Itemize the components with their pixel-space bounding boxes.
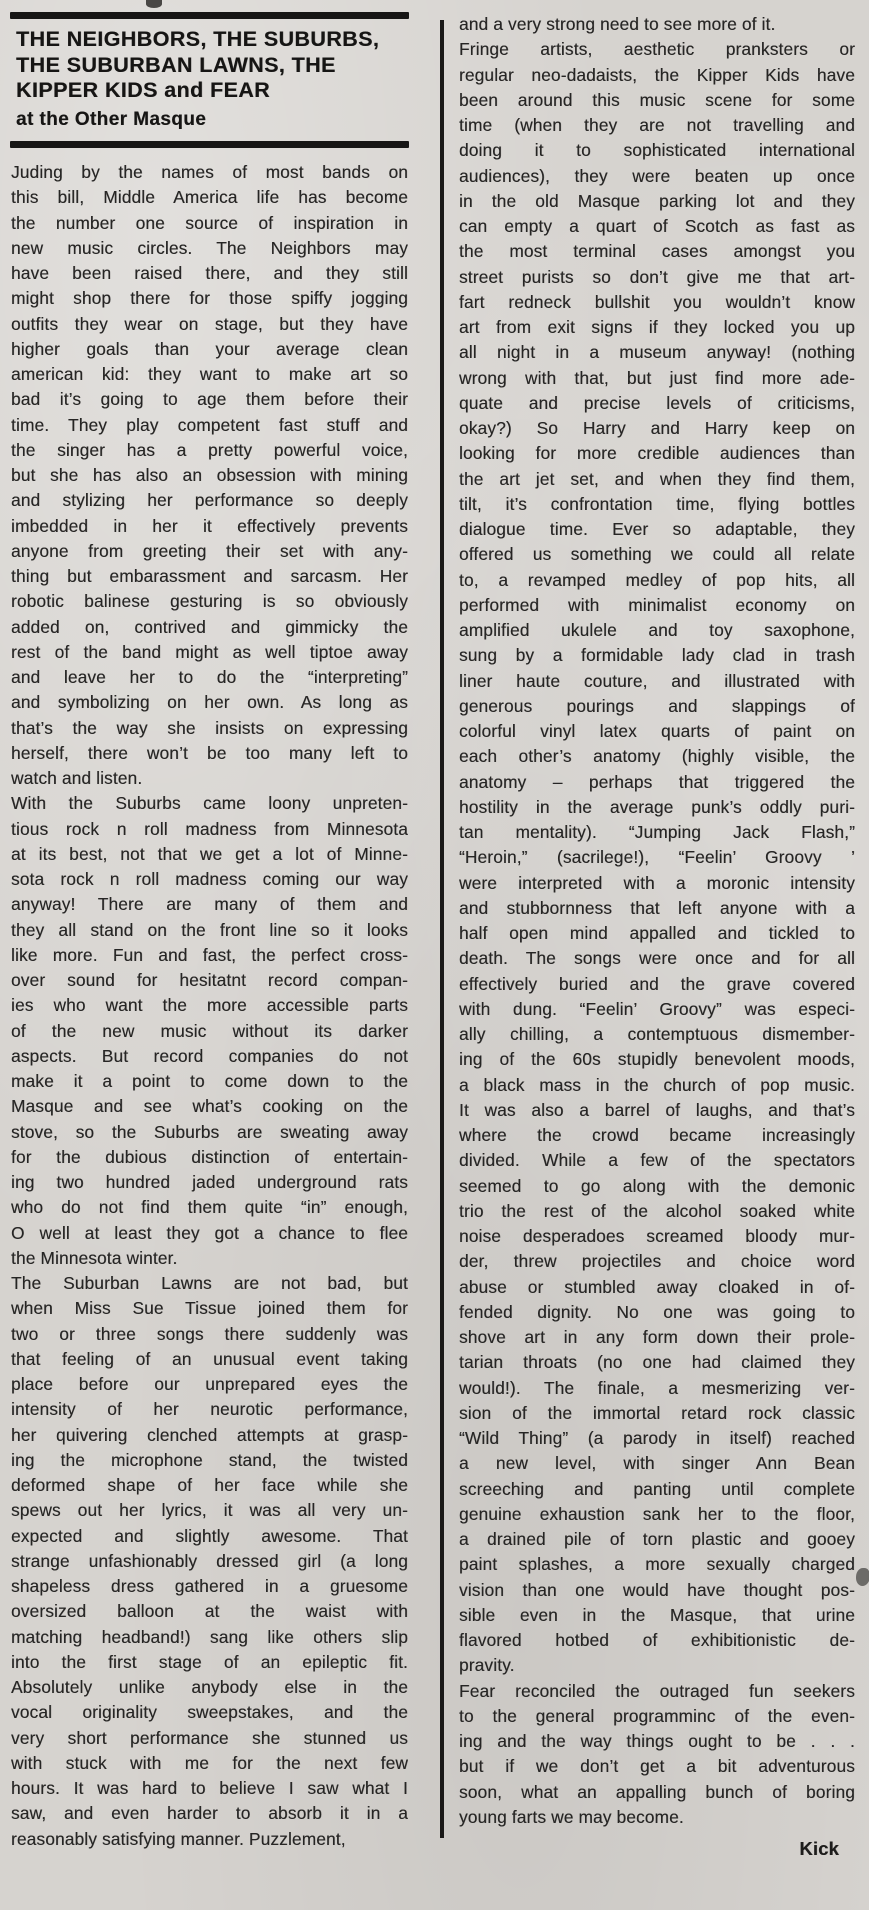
- text-line: wrong with that, but just find more ade-: [459, 367, 855, 388]
- text-line: shove art in any form down their prole-: [459, 1327, 855, 1347]
- text-line: art from exit signs if they locked you up: [459, 317, 855, 337]
- text-line: ing the microphone stand, the twisted: [11, 1449, 408, 1470]
- text-line: a black mass in the church of pop music.: [459, 1074, 855, 1095]
- right-text-column: [459, 12, 855, 1861]
- text-line: fended dignity. No one was going to: [459, 1301, 855, 1322]
- text-line: der, threw projectiles and choice word: [459, 1251, 855, 1272]
- text-line: of the new music without its darker: [11, 1020, 408, 1041]
- text-line: ing two hundred jaded underground rats: [11, 1172, 408, 1192]
- text-line: genuine exhaustion sank her to the floor,: [459, 1503, 855, 1524]
- text-line: regular neo-dadaists, the Kipper Kids have: [459, 64, 855, 85]
- text-line: noise desperadoes screamed bloody mur-: [459, 1226, 855, 1246]
- text-line: tilt, it’s confrontation time, flying bottles: [459, 493, 855, 514]
- text-line: amplified ukulele and toy saxophone,: [459, 620, 855, 640]
- text-line: at its best, not that we get a lot of Minne-: [11, 843, 408, 864]
- text-line: like more. Fun and fast, the perfect cross-: [11, 944, 408, 965]
- text-line: a drained pile of torn plastic and gooey: [459, 1529, 855, 1549]
- text-line: tarian throats (no one had claimed they: [459, 1352, 855, 1373]
- text-line: strange unfashionably dressed girl (a long: [11, 1550, 408, 1571]
- text-line: when Miss Sue Tissue joined them for: [11, 1298, 408, 1319]
- left-text-column: [11, 160, 408, 1852]
- title-line-2: THE SUBURBAN LAWNS, THE: [16, 52, 336, 77]
- text-line: and stylizing her performance so deeply: [11, 490, 408, 511]
- text-line: sible even in the Masque, that urine: [459, 1604, 855, 1625]
- text-line: Fringe artists, aesthetic pranksters or: [459, 39, 855, 60]
- text-line: thing but embarassment and sarcasm. Her: [11, 566, 408, 586]
- text-line: effectively buried and the grave covered: [459, 973, 855, 994]
- text-line: might shop there for those spiffy jogging: [11, 288, 408, 309]
- text-line: and symbolizing on her own. As long as: [11, 692, 408, 713]
- text-line: Fear reconciled the outraged fun seekers: [459, 1680, 855, 1701]
- text-line: ing of the 60s stupidly benevolent moods,: [459, 1049, 855, 1070]
- text-line: and leave her to do the “interpreting”: [11, 667, 408, 687]
- text-line: outfits they wear on stage, but they have: [11, 313, 408, 334]
- text-line: a new level, with singer Ann Bean: [459, 1453, 855, 1474]
- text-line: ing and the way things ought to be . . .: [459, 1731, 855, 1751]
- paragraph: [11, 160, 408, 791]
- text-line: sota rock n roll madness coming our way: [11, 869, 408, 889]
- text-line: have been raised there, and they still: [11, 263, 408, 283]
- text-line: that feeling of an unusual event taking: [11, 1348, 408, 1369]
- text-line: seemed to go along with the demonic: [459, 1175, 855, 1196]
- text-line: “Heroin,” (sacrilege!), “Feelin’ Groovy ’: [459, 847, 855, 868]
- text-line: watch and listen.: [11, 768, 143, 788]
- text-line: the most terminal cases amongst you: [459, 241, 855, 262]
- text-line: the singer has a pretty powerful voice,: [11, 439, 408, 460]
- text-line: “Wild Thing” (a parody in itself) reached: [459, 1428, 855, 1448]
- text-line: With the Suburbs came loony unpreten-: [11, 793, 408, 814]
- text-line: new music circles. The Neighbors may: [11, 237, 408, 258]
- text-line: abuse or stumbled away cloaked in of-: [459, 1276, 855, 1297]
- text-line: okay?) So Harry and Harry keep on: [459, 418, 855, 438]
- text-line: tious rock n roll madness from Minnesota: [11, 818, 408, 839]
- text-line: pravity.: [459, 1655, 515, 1676]
- paragraph: [459, 1679, 855, 1831]
- text-line: Masque and see what’s cooking on the: [11, 1096, 408, 1117]
- text-line: oversized balloon at the waist with: [11, 1601, 408, 1622]
- text-line: the Minnesota winter.: [11, 1247, 178, 1268]
- text-line: make it a point to come down to the: [11, 1071, 408, 1091]
- text-line: vocal originality sweepstakes, and the: [11, 1702, 408, 1723]
- text-line: to the general programminc of the even-: [459, 1705, 855, 1726]
- text-line: hours. It was hard to believe I saw what I: [11, 1778, 408, 1798]
- text-line: street purists so don’t give me that art-: [459, 266, 855, 287]
- text-line: herself, there won’t be too many left to: [11, 742, 408, 763]
- text-line: were interpreted with a moronic intensity: [459, 872, 855, 893]
- article-subtitle: at the Other Masque: [16, 108, 207, 130]
- text-line: trio the rest of the alcohol soaked white: [459, 1200, 855, 1221]
- text-line: aspects. But record companies do not: [11, 1045, 408, 1066]
- text-line: place before our unprepared eyes the: [11, 1374, 408, 1394]
- column-divider-rule: [440, 20, 444, 1838]
- text-line: colorful vinyl latex quarts of paint on: [459, 721, 855, 741]
- text-line: matching headband!) sang like others slip: [11, 1626, 408, 1647]
- text-line: all night in a museum anyway! (nothing: [459, 342, 855, 363]
- text-line: rest of the band might as well tiptoe away: [11, 641, 408, 662]
- text-line: and a very strong need to see more of it.: [459, 14, 776, 34]
- text-line: vision than one would have thought pos-: [459, 1579, 855, 1600]
- title-rule-top: [10, 12, 409, 19]
- text-line: higher goals than your average clean: [11, 338, 408, 359]
- text-line: divided. While a few of the spectators: [459, 1150, 855, 1171]
- text-line: paint splashes, a more sexually charged: [459, 1554, 855, 1575]
- text-line: stove, so the Suburbs are sweating away: [11, 1121, 408, 1142]
- text-line: It was also a barrel of laughs, and that’s: [459, 1099, 855, 1120]
- text-line: time. They play competent fast stuff and: [11, 414, 408, 435]
- text-line: imbedded in her it effectively prevents: [11, 515, 408, 536]
- text-line: expected and slightly awesome. That: [11, 1525, 408, 1546]
- text-line: anatomy – perhaps that triggered the: [459, 771, 855, 792]
- title-rule-bottom: [10, 141, 409, 148]
- text-line: sung by a formidable lady clad in trash: [459, 645, 855, 666]
- title-line-3: KIPPER KIDS and FEAR: [16, 78, 271, 103]
- text-line: The Suburban Lawns are not bad, but: [11, 1273, 408, 1293]
- text-line: death. The songs were once and for all: [459, 948, 855, 969]
- text-line: intensity of her neurotic performance,: [11, 1399, 408, 1420]
- text-line: can empty a quart of Scotch as fast as: [459, 216, 855, 236]
- text-line: robotic balinese gesturing is so obviously: [11, 591, 408, 612]
- text-line: but if we don’t get a bit adventurous: [459, 1756, 855, 1777]
- text-line: bad it’s going to age them before their: [11, 389, 408, 410]
- text-line: added on, contrived and gimmicky the: [11, 616, 408, 637]
- text-line: offered us something we could all relate: [459, 544, 855, 565]
- text-line: the number one source of inspiration in: [11, 212, 408, 233]
- text-line: tan mentality). “Jumping Jack Flash,”: [459, 822, 855, 842]
- text-line: liner haute couture, and illustrated with: [459, 670, 855, 691]
- paragraph: [459, 12, 855, 37]
- text-line: deformed shape of her face while she: [11, 1475, 408, 1495]
- text-line: and stubbornness that left anyone with a: [459, 897, 855, 918]
- text-line: soon, what an appalling bunch of boring: [459, 1781, 855, 1802]
- text-line: Absolutely unlike anybody else in the: [11, 1677, 408, 1697]
- text-line: two or three songs there suddenly was: [11, 1323, 408, 1344]
- paragraph: [459, 37, 855, 1678]
- text-line: american kid: they want to make art so: [11, 364, 408, 384]
- text-line: fart redneck bullshit you wouldn’t know: [459, 291, 855, 312]
- text-line: anyway! There are many of them and: [11, 894, 408, 915]
- text-line: shapeless dress gathered in a gruesome: [11, 1576, 408, 1596]
- text-line: doing it to sophisticated international: [459, 140, 855, 161]
- text-line: into the first stage of an epileptic fit.: [11, 1651, 408, 1672]
- text-line: to, a revamped medley of pop hits, all: [459, 569, 855, 590]
- text-line: young farts we may become.: [459, 1806, 684, 1827]
- text-line: anyone from greeting their set with any-: [11, 540, 408, 561]
- text-line: ally chilling, a contemptuous dismember-: [459, 1024, 855, 1044]
- text-line: reasonably satisfying manner. Puzzlement,: [11, 1828, 346, 1849]
- text-line: quate and precise levels of criticisms,: [459, 392, 855, 413]
- text-line: performed with minimalist economy on: [459, 594, 855, 615]
- text-line: each other’s anatomy (highly visible, the: [459, 746, 855, 767]
- article-title: [16, 27, 408, 132]
- text-line: for the dubious distinction of entertain-: [11, 1146, 408, 1167]
- text-line: her quivering clenched attempts at grasp-: [11, 1424, 408, 1445]
- text-line: hostility in the average punk’s oddly puri-: [459, 796, 855, 817]
- text-line: with dung. “Feelin’ Groovy” was especi-: [459, 998, 855, 1019]
- text-line: they all stand on the front line so it looks: [11, 919, 408, 940]
- text-line: this bill, Middle America life has become: [11, 187, 408, 208]
- text-line: very short performance she stunned us: [11, 1727, 408, 1748]
- title-line-1: THE NEIGHBORS, THE SUBURBS,: [16, 27, 380, 51]
- text-line: screeching and panting until complete: [459, 1478, 855, 1499]
- text-line: the art jet set, and when they find them,: [459, 468, 855, 489]
- text-line: with stuck with me for the next few: [11, 1752, 408, 1773]
- text-line: dialogue time. Ever so adaptable, they: [459, 519, 855, 539]
- text-line: been around this music scene for some: [459, 89, 855, 110]
- scan-smudge-artifact: [856, 1568, 869, 1586]
- text-line: that’s the way she insists on expressing: [11, 717, 408, 738]
- text-line: spews out her lyrics, it was all very un-: [11, 1500, 408, 1521]
- text-line: over sound for hesitatnt record compan-: [11, 970, 408, 990]
- text-line: who do not find them quite “in” enough,: [11, 1197, 408, 1218]
- text-line: O well at least they got a chance to flee: [11, 1222, 408, 1243]
- text-line: ies who want the more accessible parts: [11, 995, 408, 1016]
- text-line: Juding by the names of most bands on: [11, 162, 408, 182]
- text-line: time (when they are not travelling and: [459, 115, 855, 135]
- author-signature: Kick: [799, 1838, 839, 1859]
- text-line: sion of the immortal retard rock classic: [459, 1402, 855, 1423]
- text-line: half open mind appalled and tickled to: [459, 923, 855, 943]
- text-line: audiences), they were beaten up once: [459, 165, 855, 186]
- paragraph: [11, 791, 408, 1271]
- text-line: would!). The finale, a mesmerizing ver-: [459, 1377, 855, 1398]
- right-column-paragraphs: [459, 12, 855, 1830]
- text-line: where the crowd became increasingly: [459, 1125, 855, 1145]
- text-line: looking for more credible audiences than: [459, 443, 855, 464]
- text-line: saw, and even harder to absorb it in a: [11, 1803, 408, 1824]
- text-line: but she has also an obsession with mining: [11, 465, 408, 485]
- text-line: in the old Masque parking lot and they: [459, 190, 855, 211]
- paragraph: [11, 1271, 408, 1852]
- text-line: generous pourings and slappings of: [459, 695, 855, 716]
- text-line: flavored hotbed of exhibitionistic de-: [459, 1630, 855, 1650]
- ink-blot-artifact: [146, 0, 162, 8]
